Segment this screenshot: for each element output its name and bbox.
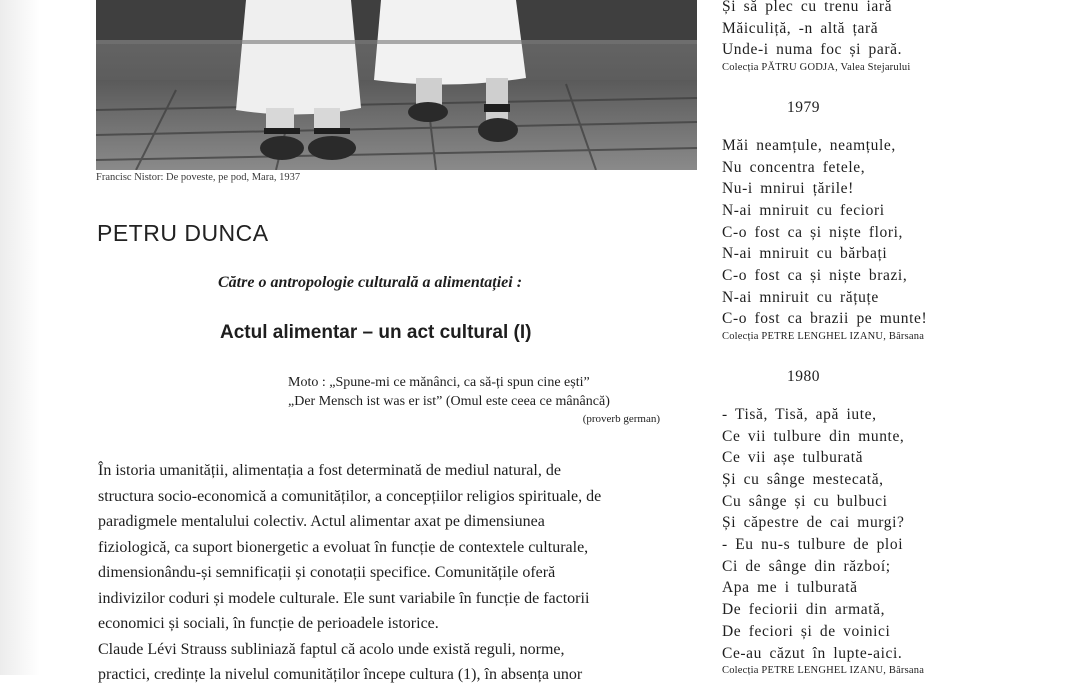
poem-line: Unde-i numa foc și pară.: [722, 41, 903, 59]
poem-line: Ce vii tulbure din munte,: [722, 427, 905, 445]
body-line: practici, credințe la nivelul comunităților începe cultura (1), în absența unor: [98, 666, 583, 683]
poem-line: N-ai mniruit cu feciori: [722, 201, 885, 219]
poem-line: Nu-i mnirui țările!: [722, 180, 854, 198]
poem-line: N-ai mniruit cu rățuțe: [722, 288, 879, 306]
poem-line: Ci de sânge din războí;: [722, 557, 891, 575]
body-line: economici și sociali, în funcție de perioadele istorice.: [98, 615, 439, 632]
article-body: [98, 458, 698, 688]
poem-line: Și să plec cu trenu iară: [722, 0, 893, 15]
poem-block-1: [722, 0, 1042, 74]
poem-line: C-o fost ca brazii pe munte!: [722, 310, 928, 328]
poem-line: - Eu nu-s tulbure de ploi: [722, 536, 904, 554]
poem-line: Și cu sânge mestecată,: [722, 470, 884, 488]
archival-photo: [96, 0, 697, 170]
article-subtitle: Către o antropologie culturală a alimentației :: [218, 274, 523, 291]
poem-line: De feciori și de voinici: [722, 622, 891, 640]
photo-caption: Francisc Nistor: De poveste, pe pod, Mara, 1937: [96, 172, 301, 183]
poem-line: Apa me i tulburată: [722, 579, 858, 597]
poem-block-3: [722, 366, 1042, 677]
body-line: indivizilor coduri și modele culturale. Ele sunt variabile în funcție de factorii: [98, 589, 590, 607]
motto-line: „Der Mensch ist was er ist” (Omul este ceea ce mânâncă): [288, 394, 610, 409]
body-line: fiziologică, ca suport bionergetic a evoluat în funcție de contextele culturale,: [98, 538, 589, 556]
poem-line: - Tisă, Tisă, apă iute,: [722, 405, 877, 423]
poem-collection-credit: Colecția PETRE LENGHEL IZANU, Bârsana: [722, 331, 925, 343]
folk-poems-column: [722, 0, 1042, 700]
poem-line: Nu concentra fetele,: [722, 158, 866, 176]
poem-line: Ce vii așe tulburată: [722, 449, 864, 467]
motto-block: [288, 373, 660, 427]
motto-source: (proverb german): [582, 413, 660, 425]
poem-line: Cu sânge și cu bulbuci: [722, 492, 888, 510]
article-title: Actul alimentar – un act cultural (I): [220, 322, 532, 343]
motto-line: Moto : „Spune-mi ce mănânci, ca să-ți spun cine ești”: [288, 375, 590, 390]
poem-line: Măi neamțule, neamțule,: [722, 136, 896, 154]
poem-collection-credit: Colecția PETRE LENGHEL IZANU, Bârsana: [722, 665, 925, 677]
body-line: În istoria umanității, alimentația a fost determinată de mediul natural, de: [98, 462, 561, 479]
poem-block-2: [722, 97, 1042, 343]
poem-line: Măiculiță, -n altă țară: [722, 19, 879, 37]
body-line: dimensionându-și semnificații și conotații specifice. Comunitățile oferă: [98, 564, 556, 581]
body-line: structura socio-economică a comunităților, a concepțiilor religios spirituale, de: [98, 487, 602, 505]
poem-line: N-ai mniruit cu bărbați: [722, 245, 888, 263]
body-line: Claude Lévi Strauss subliniază faptul că acolo unde există reguli, norme,: [98, 640, 565, 658]
poem-line: De feciorii din armată,: [722, 601, 886, 619]
poem-line: Ce-au căzut în lupte-aici.: [722, 644, 903, 662]
body-line: paradigmele mentalului colectiv. Actul alimentar axat pe dimensiunea: [98, 513, 545, 530]
poem-collection-credit: Colecția PĂTRU GODJA, Valea Stejarului: [722, 62, 911, 74]
poem-year: 1979: [787, 99, 820, 117]
poem-line: C-o fost ca și niște brazi,: [722, 267, 908, 285]
poem-line: C-o fost ca și niște flori,: [722, 223, 904, 241]
poem-year: 1980: [787, 368, 820, 386]
poem-line: Și căpestre de cai murgi?: [722, 514, 905, 532]
article-author: PETRU DUNCA: [97, 220, 269, 246]
scan-margin: [0, 0, 40, 675]
